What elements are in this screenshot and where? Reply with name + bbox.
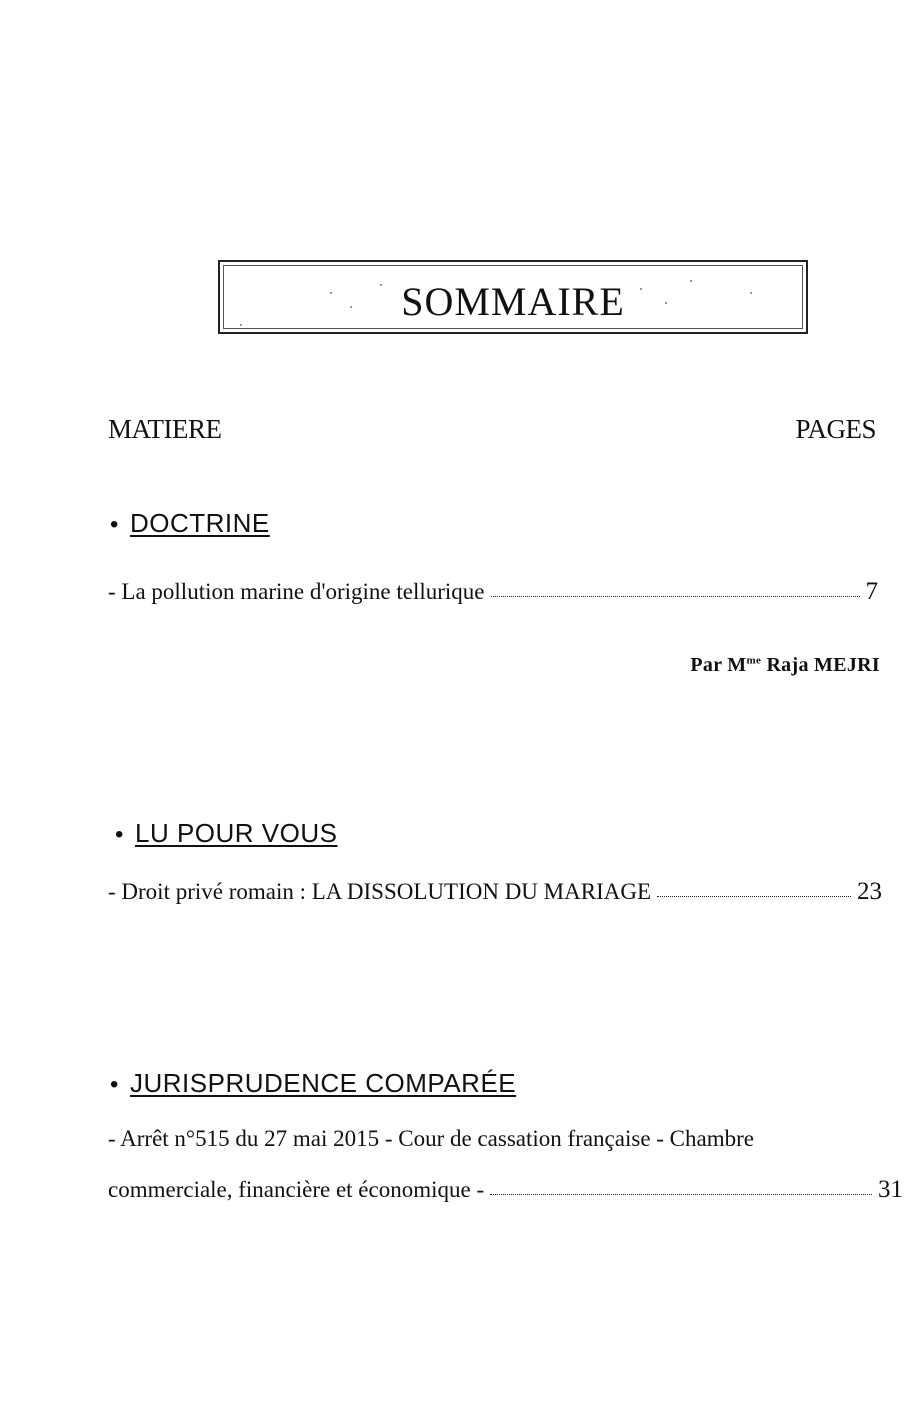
toc-entry-text: - La pollution marine d'origine tellurique [108, 579, 485, 604]
toc-entry-lu-pour-vous[interactable] [108, 878, 882, 906]
title-box [218, 260, 808, 334]
section-heading-lu-pour-vous [115, 818, 338, 849]
toc-entry-jurisprudence[interactable] [108, 1176, 903, 1204]
toc-entry-line: - Arrêt n°515 du 27 mai 2015 - Cour de cassation française - Chambre [108, 1126, 754, 1151]
toc-entry-page: 23 [857, 878, 882, 905]
section-heading-label: LU POUR VOUS [135, 818, 338, 848]
bullet: • [110, 511, 119, 538]
dot-leader [491, 596, 860, 597]
column-header-matiere: MATIERE [108, 414, 222, 444]
bullet: • [115, 821, 124, 848]
section-heading-doctrine [110, 508, 270, 539]
section-heading-jurisprudence [110, 1068, 516, 1099]
author-title-sup: me [746, 654, 762, 667]
toc-entry-page: 31 [878, 1176, 903, 1203]
author-name: Raja MEJRI [761, 654, 880, 676]
author-line [690, 654, 880, 677]
dot-leader [490, 1194, 872, 1195]
section-heading-label: DOCTRINE [130, 508, 270, 538]
toc-entry-text: commerciale, financière et économique - [108, 1177, 485, 1202]
section-heading-label: JURISPRUDENCE COMPARÉE [130, 1068, 517, 1098]
bullet: • [110, 1071, 119, 1098]
dot-leader [657, 896, 851, 897]
toc-entry-doctrine[interactable] [108, 578, 878, 606]
author-prefix: Par M [690, 654, 747, 676]
toc-entry-text: - Droit privé romain : LA DISSOLUTION DU MARIAGE [108, 879, 651, 904]
toc-entry-page: 7 [865, 578, 878, 605]
column-header-pages: PAGES [795, 414, 876, 444]
page-title: SOMMAIRE [401, 279, 625, 324]
